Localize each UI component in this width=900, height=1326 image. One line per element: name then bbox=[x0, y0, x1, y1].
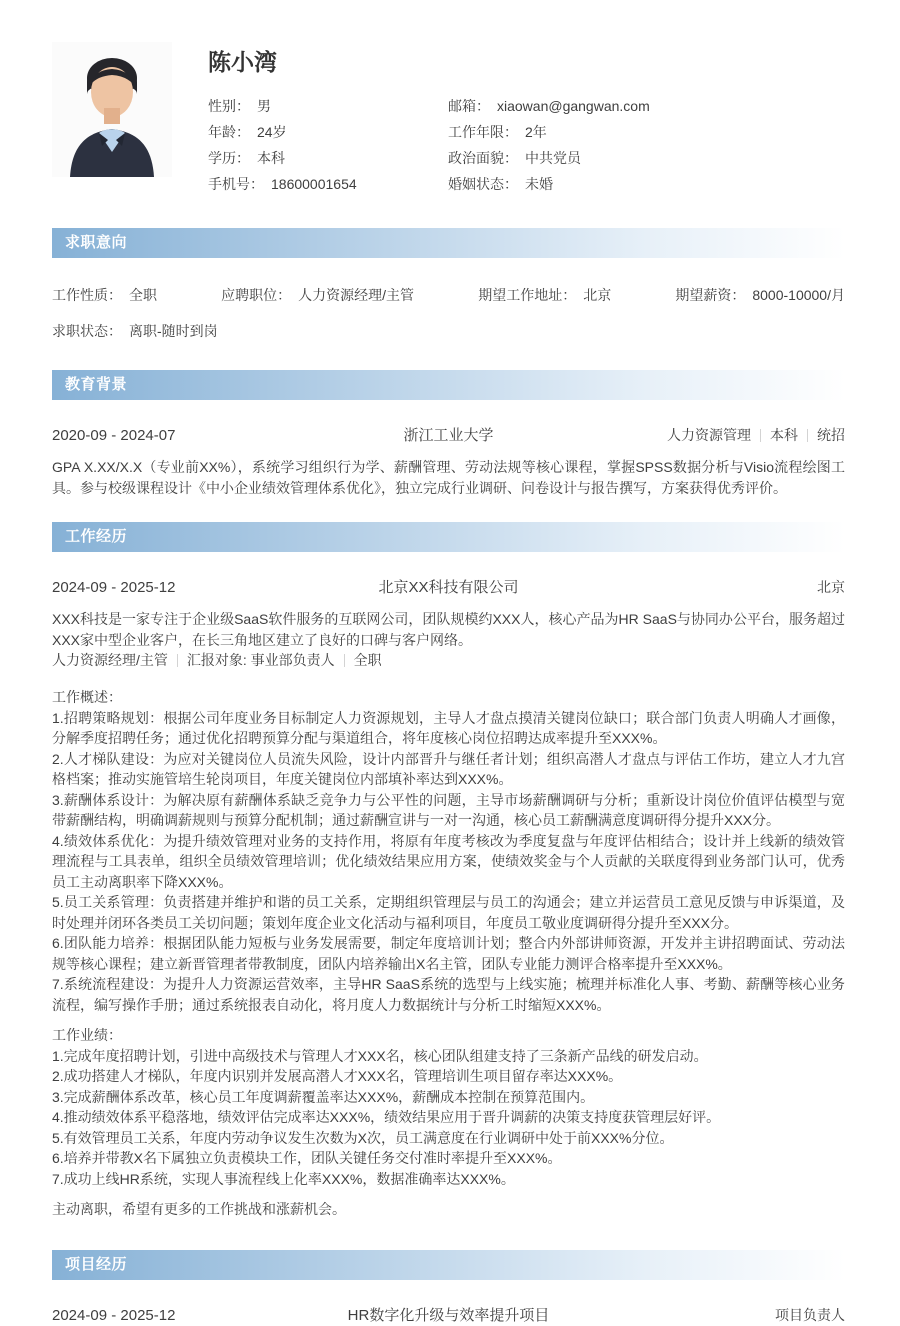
achievement-item: 7.成功上线HR系统，实现人事流程线上化率XXX%，数据准确率达XXX%。 bbox=[52, 1170, 515, 1187]
basic-info-left bbox=[208, 93, 448, 197]
job-intent-row bbox=[52, 285, 845, 305]
project-meta-row bbox=[52, 1305, 845, 1326]
info-label: 邮箱： bbox=[448, 98, 490, 114]
achievement-item: 1.完成年度招聘计划，引进中高级技术与管理人才XXX名，核心团队组建支持了三条新产品线的研发启动。 bbox=[52, 1047, 708, 1064]
divider bbox=[344, 654, 345, 667]
role-tag: 汇报对象: 事业部负责人 bbox=[186, 652, 335, 668]
role-tag: 全职 bbox=[353, 652, 382, 668]
overview-item: 2.人才梯队建设：为应对关键岗位人员流失风险，设计内部晋升与继任者计划；组织高潜人才盘点与评估工作坊，建立人才九宫格档案；推动实施管培生轮岗项目，年度关键岗位内部填补率达到XXX%。 bbox=[52, 750, 845, 787]
intent-label: 工作性质： bbox=[52, 287, 122, 303]
section-header-work: 工作经历 bbox=[52, 522, 845, 552]
info-value: 本科 bbox=[257, 150, 285, 166]
intent-value: 8000-10000/月 bbox=[752, 287, 845, 303]
overview-item: 7.系统流程建设：为提升人力资源运营效率，主导HR SaaS系统的选型与上线实施；梳理并标准化人事、考勤、薪酬等核心业务流程，编写操作手册；通过系统报表自动化，将月度人力数据统计与分析工时缩短XXX%。 bbox=[52, 976, 845, 1013]
intent-value: 人力资源经理/主管 bbox=[298, 287, 415, 303]
info-field bbox=[448, 93, 845, 119]
info-field bbox=[208, 119, 448, 145]
info-label: 学历： bbox=[208, 150, 250, 166]
info-value: 中共党员 bbox=[525, 150, 581, 166]
resume-header bbox=[52, 0, 845, 197]
work-role-row bbox=[52, 652, 382, 668]
info-label: 年龄： bbox=[208, 124, 250, 140]
info-label: 手机号： bbox=[208, 176, 264, 192]
achievement-item: 6.培养并带教X名下属独立负责模块工作，团队关键任务交付准时率提升至XXX%。 bbox=[52, 1150, 562, 1166]
leave-reason: 主动离职，希望有更多的工作挑战和涨薪机会。 bbox=[52, 1201, 346, 1217]
role-tag: 人力资源经理/主管 bbox=[52, 652, 168, 668]
info-value: 2年 bbox=[525, 124, 547, 140]
header-info bbox=[208, 42, 845, 197]
resume-page bbox=[52, 0, 845, 1326]
section-header-job-intent: 求职意向 bbox=[52, 228, 845, 258]
work-overview-block bbox=[52, 687, 845, 1015]
status-label: 求职状态： bbox=[52, 323, 122, 339]
info-field bbox=[208, 171, 448, 197]
overview-item: 1.招聘策略规划：根据公司年度业务目标制定人力资源规划，主导人才盘点摸清关键岗位缺口；联合部门负责人明确人才画像，分解季度招聘任务；通过优化招聘预算分配与渠道组合，将年度核心岗位招聘达成率提升至XXX%。 bbox=[52, 709, 845, 746]
achievement-label: 工作业绩： bbox=[52, 1027, 122, 1043]
divider bbox=[760, 429, 761, 442]
overview-item: 3.薪酬体系设计：为解决原有薪酬体系缺乏竞争力与公平性的问题，主导市场薪酬调研与分析；重新设计岗位价值评估模型与宽带薪酬结构，明确调薪规则与预算分配机制；通过薪酬宣讲与一对一沟通，核心员工薪酬满意度调研得分提升XXX分。 bbox=[52, 791, 845, 828]
education-tag: 统招 bbox=[816, 427, 845, 443]
education-meta-row bbox=[52, 425, 845, 446]
intent-label: 应聘职位： bbox=[221, 287, 292, 303]
info-field bbox=[208, 145, 448, 171]
achievement-items bbox=[52, 1046, 845, 1190]
achievement-item: 3.完成薪酬体系改革，核心员工年度调薪覆盖率达XXX%，薪酬成本控制在预算范围内。 bbox=[52, 1088, 595, 1105]
info-field bbox=[448, 171, 845, 197]
education-school: 浙江工业大学 bbox=[403, 427, 494, 444]
project-name: HR数字化升级与效率提升项目 bbox=[347, 1306, 550, 1324]
info-value: 未婚 bbox=[525, 176, 553, 192]
intent-field bbox=[478, 285, 611, 305]
work-meta-row bbox=[52, 577, 845, 598]
job-status-row bbox=[52, 321, 845, 341]
info-label: 性别： bbox=[208, 98, 250, 114]
basic-info-right bbox=[448, 93, 845, 197]
intent-field bbox=[221, 285, 414, 305]
info-field bbox=[208, 93, 448, 119]
divider bbox=[807, 429, 808, 442]
project-role: 项目负责人 bbox=[774, 1306, 845, 1323]
work-achievement-block bbox=[52, 1025, 845, 1189]
education-date: 2020-09 - 2024-07 bbox=[52, 427, 176, 444]
intent-value: 全职 bbox=[129, 287, 157, 303]
portrait-illustration bbox=[52, 42, 172, 177]
education-tag: 本科 bbox=[769, 427, 798, 443]
education-tag: 人力资源管理 bbox=[666, 427, 751, 443]
intent-field bbox=[675, 285, 845, 305]
info-label: 工作年限： bbox=[448, 124, 518, 140]
work-city: 北京 bbox=[816, 579, 845, 595]
overview-item: 4.绩效体系优化：为提升绩效管理对业务的支持作用，将原有年度考核改为季度复盘与年度评估相结合；设计并上线新的绩效管理流程与工具表单，组织全员绩效管理培训；优化绩效结果应用方案，使绩效奖金与个人贡献的关联度得到业务部门认可，优秀员工主动离职率下降XXX%。 bbox=[52, 832, 845, 890]
achievement-item: 4.推动绩效体系平稳落地，绩效评估完成率达XXX%，绩效结果应用于晋升调薪的决策支持度获管理层好评。 bbox=[52, 1109, 721, 1125]
info-value: xiaowan@gangwan.com bbox=[497, 98, 650, 114]
project-date: 2024-09 - 2025-12 bbox=[52, 1306, 176, 1324]
achievement-item: 2.成功搭建人才梯队，年度内识别并发展高潜人才XXX名，管理培训生项目留存率达XXX%。 bbox=[52, 1068, 623, 1084]
intent-label: 期望工作地址： bbox=[478, 287, 577, 303]
info-field bbox=[448, 145, 845, 171]
achievement-item: 5.有效管理员工关系，年度内劳动争议发生次数为X次，员工满意度在行业调研中处于前XXX%分位。 bbox=[52, 1129, 674, 1146]
profile-photo bbox=[52, 42, 172, 177]
info-value: 18600001654 bbox=[271, 176, 357, 192]
divider bbox=[177, 654, 178, 667]
info-label: 婚姻状态： bbox=[448, 176, 518, 192]
intent-value: 北京 bbox=[583, 287, 612, 303]
info-value: 24岁 bbox=[257, 124, 287, 140]
basic-info bbox=[208, 93, 845, 197]
intent-label: 期望薪资： bbox=[675, 287, 746, 303]
overview-item: 6.团队能力培养：根据团队能力短板与业务发展需要，制定年度培训计划；整合内外部讲师资源，开发并主讲招聘面试、劳动法规等核心课程；建立新晋管理者带教制度，团队内培养输出X名主管，团队专业能力测评合格率提升至XXX%。 bbox=[52, 935, 845, 972]
overview-label: 工作概述： bbox=[52, 689, 122, 705]
info-value: 男 bbox=[257, 98, 271, 114]
intent-field bbox=[52, 285, 157, 305]
education-description: GPA X.XX/X.X（专业前XX%），系统学习组织行为学、薪酬管理、劳动法规等核心课程，掌握SPSS数据分析与Visio流程绘图工具。参与校级课程设计《中小企业绩效管理体系优化》，独立完成行业调研、问卷设计与报告撰写，方案获得优秀评价。 bbox=[52, 459, 845, 496]
candidate-name: 陈小湾 bbox=[208, 49, 277, 75]
education-tags bbox=[583, 425, 845, 446]
work-date: 2024-09 - 2025-12 bbox=[52, 579, 176, 596]
overview-items bbox=[52, 708, 845, 1016]
section-header-project: 项目经历 bbox=[52, 1250, 845, 1280]
company-intro: XXX科技是一家专注于企业级SaaS软件服务的互联网公司，团队规模约XXX人，核心产品为HR SaaS与协同办公平台，服务超过XXX家中型企业客户，在长三角地区建立了良好的口碑与客户网络。 bbox=[52, 611, 845, 648]
info-field bbox=[448, 119, 845, 145]
overview-item: 5.员工关系管理：负责搭建并维护和谐的员工关系，定期组织管理层与员工的沟通会；建立并运营员工意见反馈与申诉渠道，及时处理并闭环各类员工关切问题；策划年度企业文化活动与福利项目，年度员工敬业度调研得分提升至XXX分。 bbox=[52, 894, 845, 931]
info-label: 政治面貌： bbox=[448, 150, 518, 166]
status-value: 离职-随时到岗 bbox=[129, 323, 218, 339]
work-company: 北京XX科技有限公司 bbox=[378, 579, 519, 596]
section-header-education: 教育背景 bbox=[52, 370, 845, 400]
